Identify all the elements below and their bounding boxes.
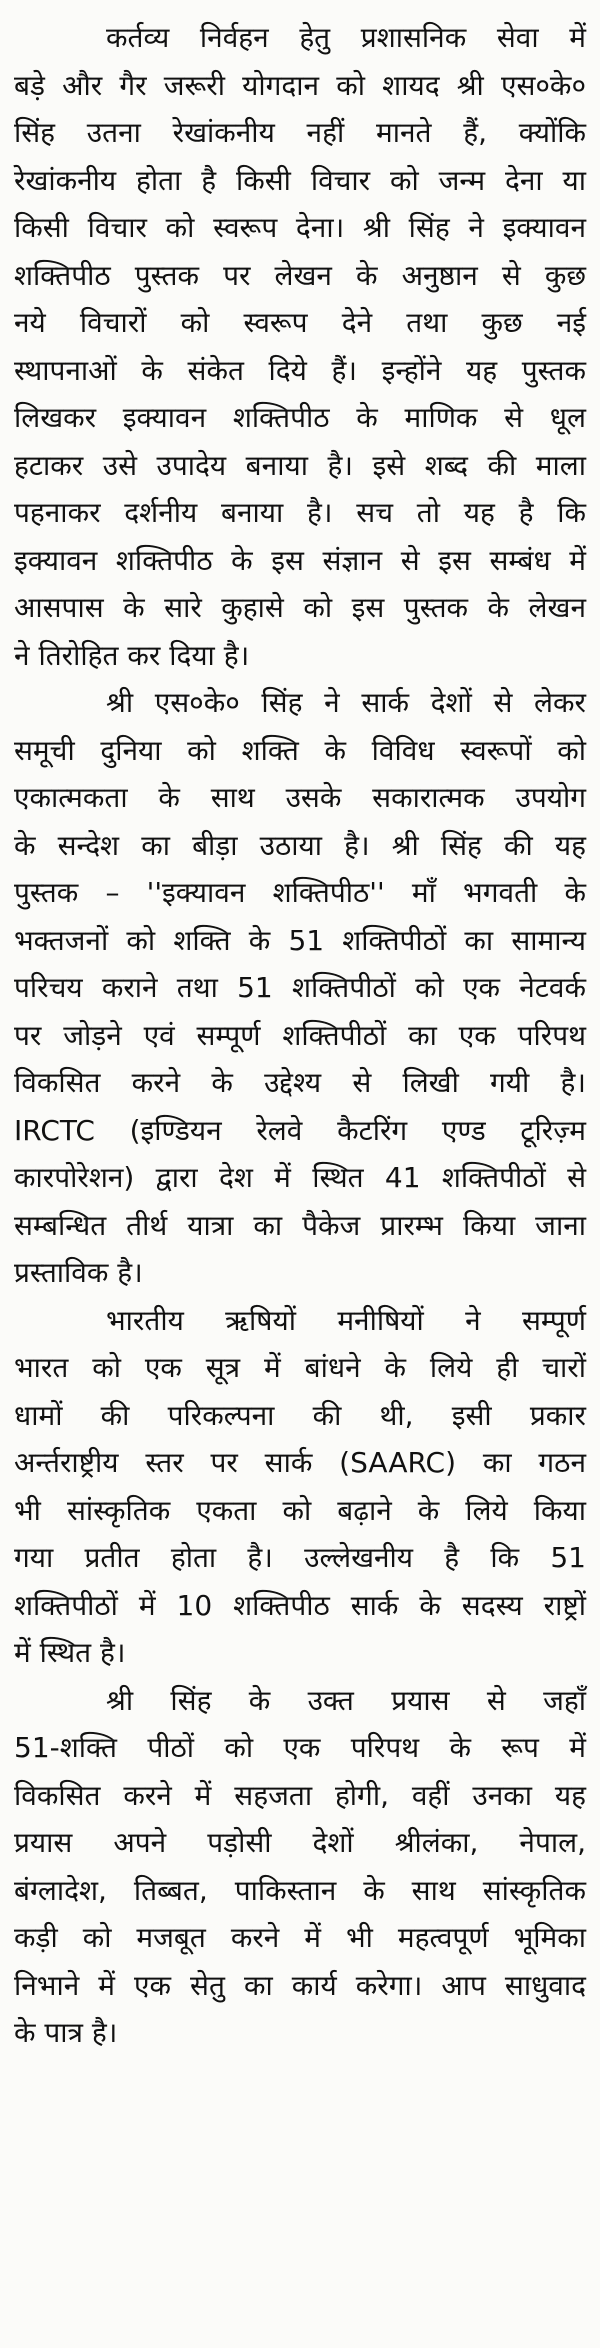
text-line: समूची दुनिया को शक्ति के विविध स्वरूपों को <box>14 733 586 767</box>
text-line: में स्थित है। <box>14 1636 126 1669</box>
text-line: अर्न्तराष्ट्रीय स्तर पर सार्क (SAARC) का गठन <box>14 1446 586 1479</box>
text-line: स्थापनाओं के संकेत दिये हैं। इन्होंने यह पुस्तक <box>14 353 586 387</box>
text-line: हटाकर उसे उपादेय बनाया है। इसे शब्द की माला <box>14 448 586 482</box>
text-line: रेखांकनीय होता है किसी विचार को जन्म देना या <box>14 163 586 197</box>
paragraph <box>14 1297 586 1677</box>
text-line: विकसित करने के उद्देश्य से लिखी गयी है। <box>14 1066 586 1099</box>
text-line: भारत को एक सूत्र में बांधने के लिये ही चारों <box>14 1351 586 1384</box>
text-line: पर जोड़ने एवं सम्पूर्ण शक्तिपीठों का एक परिपथ <box>14 1018 586 1052</box>
text-line: इक्यावन शक्तिपीठ के इस संज्ञान से इस सम्बंध में <box>14 543 586 577</box>
text-line: धामों की परिकल्पना की थी, इसी प्रकार <box>14 1398 586 1432</box>
text-line: शक्तिपीठों में 10 शक्तिपीठ सार्क के सदस्य राष्ट्रों <box>14 1588 586 1622</box>
paragraph <box>14 679 586 1297</box>
paragraph <box>14 14 586 679</box>
text-line: कारपोरेशन) द्वारा देश में स्थित 41 शक्तिपीठों से <box>14 1161 586 1194</box>
text-line: बड़े और गैर जरूरी योगदान को शायद श्री एस०के० <box>14 68 586 102</box>
text-line: श्री एस०के० सिंह ने सार्क देशों से लेकर <box>106 686 586 719</box>
text-line: विकसित करने में सहजता होगी, वहीं उनका यह <box>14 1778 586 1812</box>
text-line: पहनाकर दर्शनीय बनाया है। सच तो यह है कि <box>14 496 586 529</box>
text-line: ने तिरोहित कर दिया है। <box>14 638 250 672</box>
text-line: भक्तजनों को शक्ति के 51 शक्तिपीठों का सामान्य <box>14 923 586 957</box>
text-line: शक्तिपीठ पुस्तक पर लेखन के अनुष्ठान से कुछ <box>14 258 586 292</box>
text-line: 51-शक्ति पीठों को एक परिपथ के रूप में <box>14 1731 586 1764</box>
text-line: लिखकर इक्यावन शक्तिपीठ के माणिक से धूल <box>14 401 586 434</box>
text-line: आसपास के सारे कुहासे को इस पुस्तक के लेखन <box>14 591 586 624</box>
text-line: पुस्तक – ''इक्यावन शक्तिपीठ'' माँ भगवती के <box>14 876 586 909</box>
text-line: सम्बन्धित तीर्थ यात्रा का पैकेज प्रारम्भ किया जाना <box>14 1208 586 1242</box>
text-line: गया प्रतीत होता है। उल्लेखनीय है कि 51 <box>14 1541 586 1574</box>
text-line: प्रस्ताविक है। <box>14 1256 143 1289</box>
text-line: भी सांस्कृतिक एकता को बढ़ाने के लिये किया <box>14 1493 586 1527</box>
text-line: बंग्लादेश, तिब्बत, पाकिस्तान के साथ सांस्कृतिक <box>14 1873 586 1907</box>
text-line: सिंह उतना रेखांकनीय नहीं मानते हैं, क्योंकि <box>14 116 586 149</box>
text-line: श्री सिंह के उक्त प्रयास से जहाँ <box>106 1683 586 1717</box>
body-text <box>14 14 586 2057</box>
text-line: भारतीय ऋषियों मनीषियों ने सम्पूर्ण <box>106 1303 586 1337</box>
text-line: प्रयास अपने पड़ोसी देशों श्रीलंका, नेपाल, <box>14 1826 586 1859</box>
text-line: IRCTC (इण्डियन रेलवे कैटरिंग एण्ड टूरिज़्म <box>14 1113 586 1147</box>
paragraph <box>14 1677 586 2057</box>
text-line: एकात्मकता के साथ उसके सकारात्मक उपयोग <box>14 781 586 814</box>
text-line: किसी विचार को स्वरूप देना। श्री सिंह ने इक्यावन <box>14 211 586 244</box>
text-line: निभाने में एक सेतु का कार्य करेगा। आप साधुवाद <box>14 1968 586 2002</box>
text-line: के सन्देश का बीड़ा उठाया है। श्री सिंह की यह <box>14 828 586 862</box>
text-line: परिचय कराने तथा 51 शक्तिपीठों को एक नेटवर्क <box>14 971 586 1004</box>
text-line: नये विचारों को स्वरूप देने तथा कुछ नई <box>14 306 586 339</box>
text-line: कड़ी को मजबूत करने में भी महत्वपूर्ण भूमिका <box>14 1921 586 1954</box>
text-line: कर्तव्य निर्वहन हेतु प्रशासनिक सेवा में <box>106 21 586 54</box>
text-line: के पात्र है। <box>14 2016 118 2049</box>
